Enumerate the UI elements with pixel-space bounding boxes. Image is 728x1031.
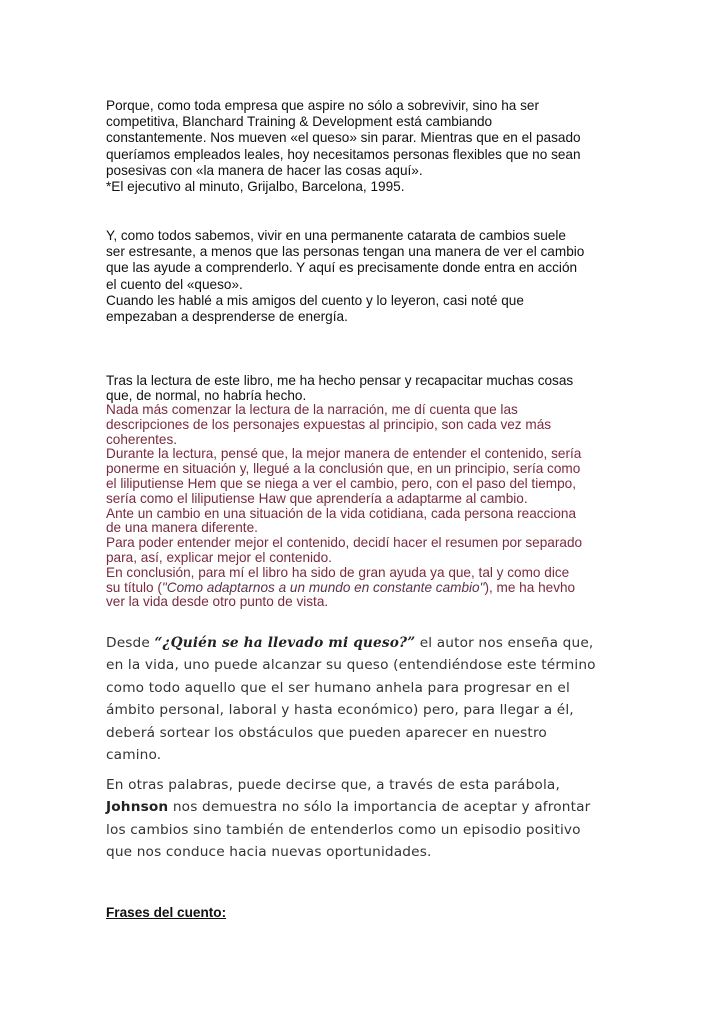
title-prefix: su título ( [106, 579, 162, 595]
text-line: de una manera diferente. [106, 520, 258, 536]
text-fragment: Desde [106, 635, 155, 651]
text-fragment: el autor nos enseña que, [415, 635, 594, 651]
paragraph-reflexion [106, 374, 631, 610]
text-line: descripciones de los personajes expuestas al principio, son cada vez más [106, 416, 552, 432]
section-heading: Frases del cuento: [106, 905, 227, 920]
title-suffix: ), me ha hevho [484, 579, 576, 595]
text-line [106, 796, 631, 818]
text-line: Durante la lectura, pensé que, la mejor manera de entender el contenido, sería [106, 446, 582, 462]
paragraph-johnson [106, 774, 631, 864]
text-line: en la vida, uno puede alcanzar su queso (entendiéndose este término [106, 657, 596, 674]
text-line: camino. [106, 747, 162, 764]
text-line: Nada más comenzar la lectura de la narración, me dí cuenta que las [106, 402, 518, 417]
author-name: Johnson [106, 799, 169, 816]
text-line: En conclusión, para mí el libro ha sido de gran ayuda ya que, tal y como dice [106, 564, 570, 580]
book-title-quote: “¿Quién se ha llevado mi queso?” [154, 635, 416, 651]
text-line: Y, como todos sabemos, vivir en una permanente catarata de cambios suele [106, 228, 566, 243]
text-line: empezaban a desprenderse de energía. [106, 309, 348, 325]
text-line: Porque, como toda empresa que aspire no sólo a sobrevivir, sino ha ser [106, 98, 539, 113]
text-line: ámbito personal, laboral y hasta económico) pero, para llegar a él, [106, 702, 574, 719]
text-line: coherentes. [106, 431, 178, 447]
text-line: el liliputiense Hem que se niega a ver el cambio, pero, con el paso del tiempo, [106, 475, 577, 491]
text-line: los cambios sino también de entenderlos como un episodio positivo [106, 821, 581, 838]
text-line: el cuento del «queso». [106, 276, 243, 292]
paragraph-cambios [106, 228, 631, 325]
text-line: queríamos empleados leales, hoy necesitamos personas flexibles que no sean [106, 146, 581, 162]
text-line [106, 581, 631, 596]
text-line: sería como el liliputiense Haw que aprendería a adaptarme al cambio. [106, 490, 528, 506]
text-line: que nos conduce hacia nuevas oportunidades. [106, 844, 432, 861]
text-line [106, 632, 631, 654]
text-fragment: nos demuestra no sólo la importancia de aceptar y afrontar [168, 799, 591, 816]
text-line: ver la vida desde otro punto de vista. [106, 594, 329, 610]
text-line: competitiva, Blanchard Training & Development está cambiando [106, 114, 493, 130]
citation-line: *El ejecutivo al minuto, Grijalbo, Barcelona, 1995. [106, 179, 405, 195]
paragraph-autor [106, 632, 631, 766]
text-line: que, de normal, no habría hecho. [106, 387, 307, 403]
text-line: posesivas con «la manera de hacer las cosas aquí». [106, 162, 423, 178]
text-line: Cuando les hablé a mis amigos del cuento y lo leyeron, casi noté que [106, 292, 524, 308]
paragraph-ejecutivo [106, 98, 631, 195]
book-title-link[interactable]: "Como adaptarnos a un mundo en constante cambio" [161, 579, 485, 595]
text-line: para, así, explicar mejor el contenido. [106, 549, 332, 565]
text-line: Ante un cambio en una situación de la vida cotidiana, cada persona reacciona [106, 505, 577, 521]
text-line: En otras palabras, puede decirse que, a través de esta parábola, [106, 777, 560, 793]
text-line: ser estresante, a menos que las personas tengan una manera de ver el cambio [106, 244, 585, 260]
text-line: como todo aquello que el ser humano anhela para progresar en el [106, 679, 570, 696]
text-line: que las ayude a comprenderlo. Y aquí es precisamente donde entra en acción [106, 260, 578, 276]
text-line: constantemente. Nos mueven «el queso» sin parar. Mientras que en el pasado [106, 130, 581, 146]
text-line: Para poder entender mejor el contenido, decidí hacer el resumen por separado [106, 535, 583, 551]
text-line: ponerme en situación y, llegué a la conclusión que, en un principio, sería como [106, 461, 581, 477]
text-line: deberá sortear los obstáculos que pueden aparecer en nuestro [106, 724, 547, 741]
text-line: Tras la lectura de este libro, me ha hecho pensar y recapacitar muchas cosas [106, 373, 574, 388]
